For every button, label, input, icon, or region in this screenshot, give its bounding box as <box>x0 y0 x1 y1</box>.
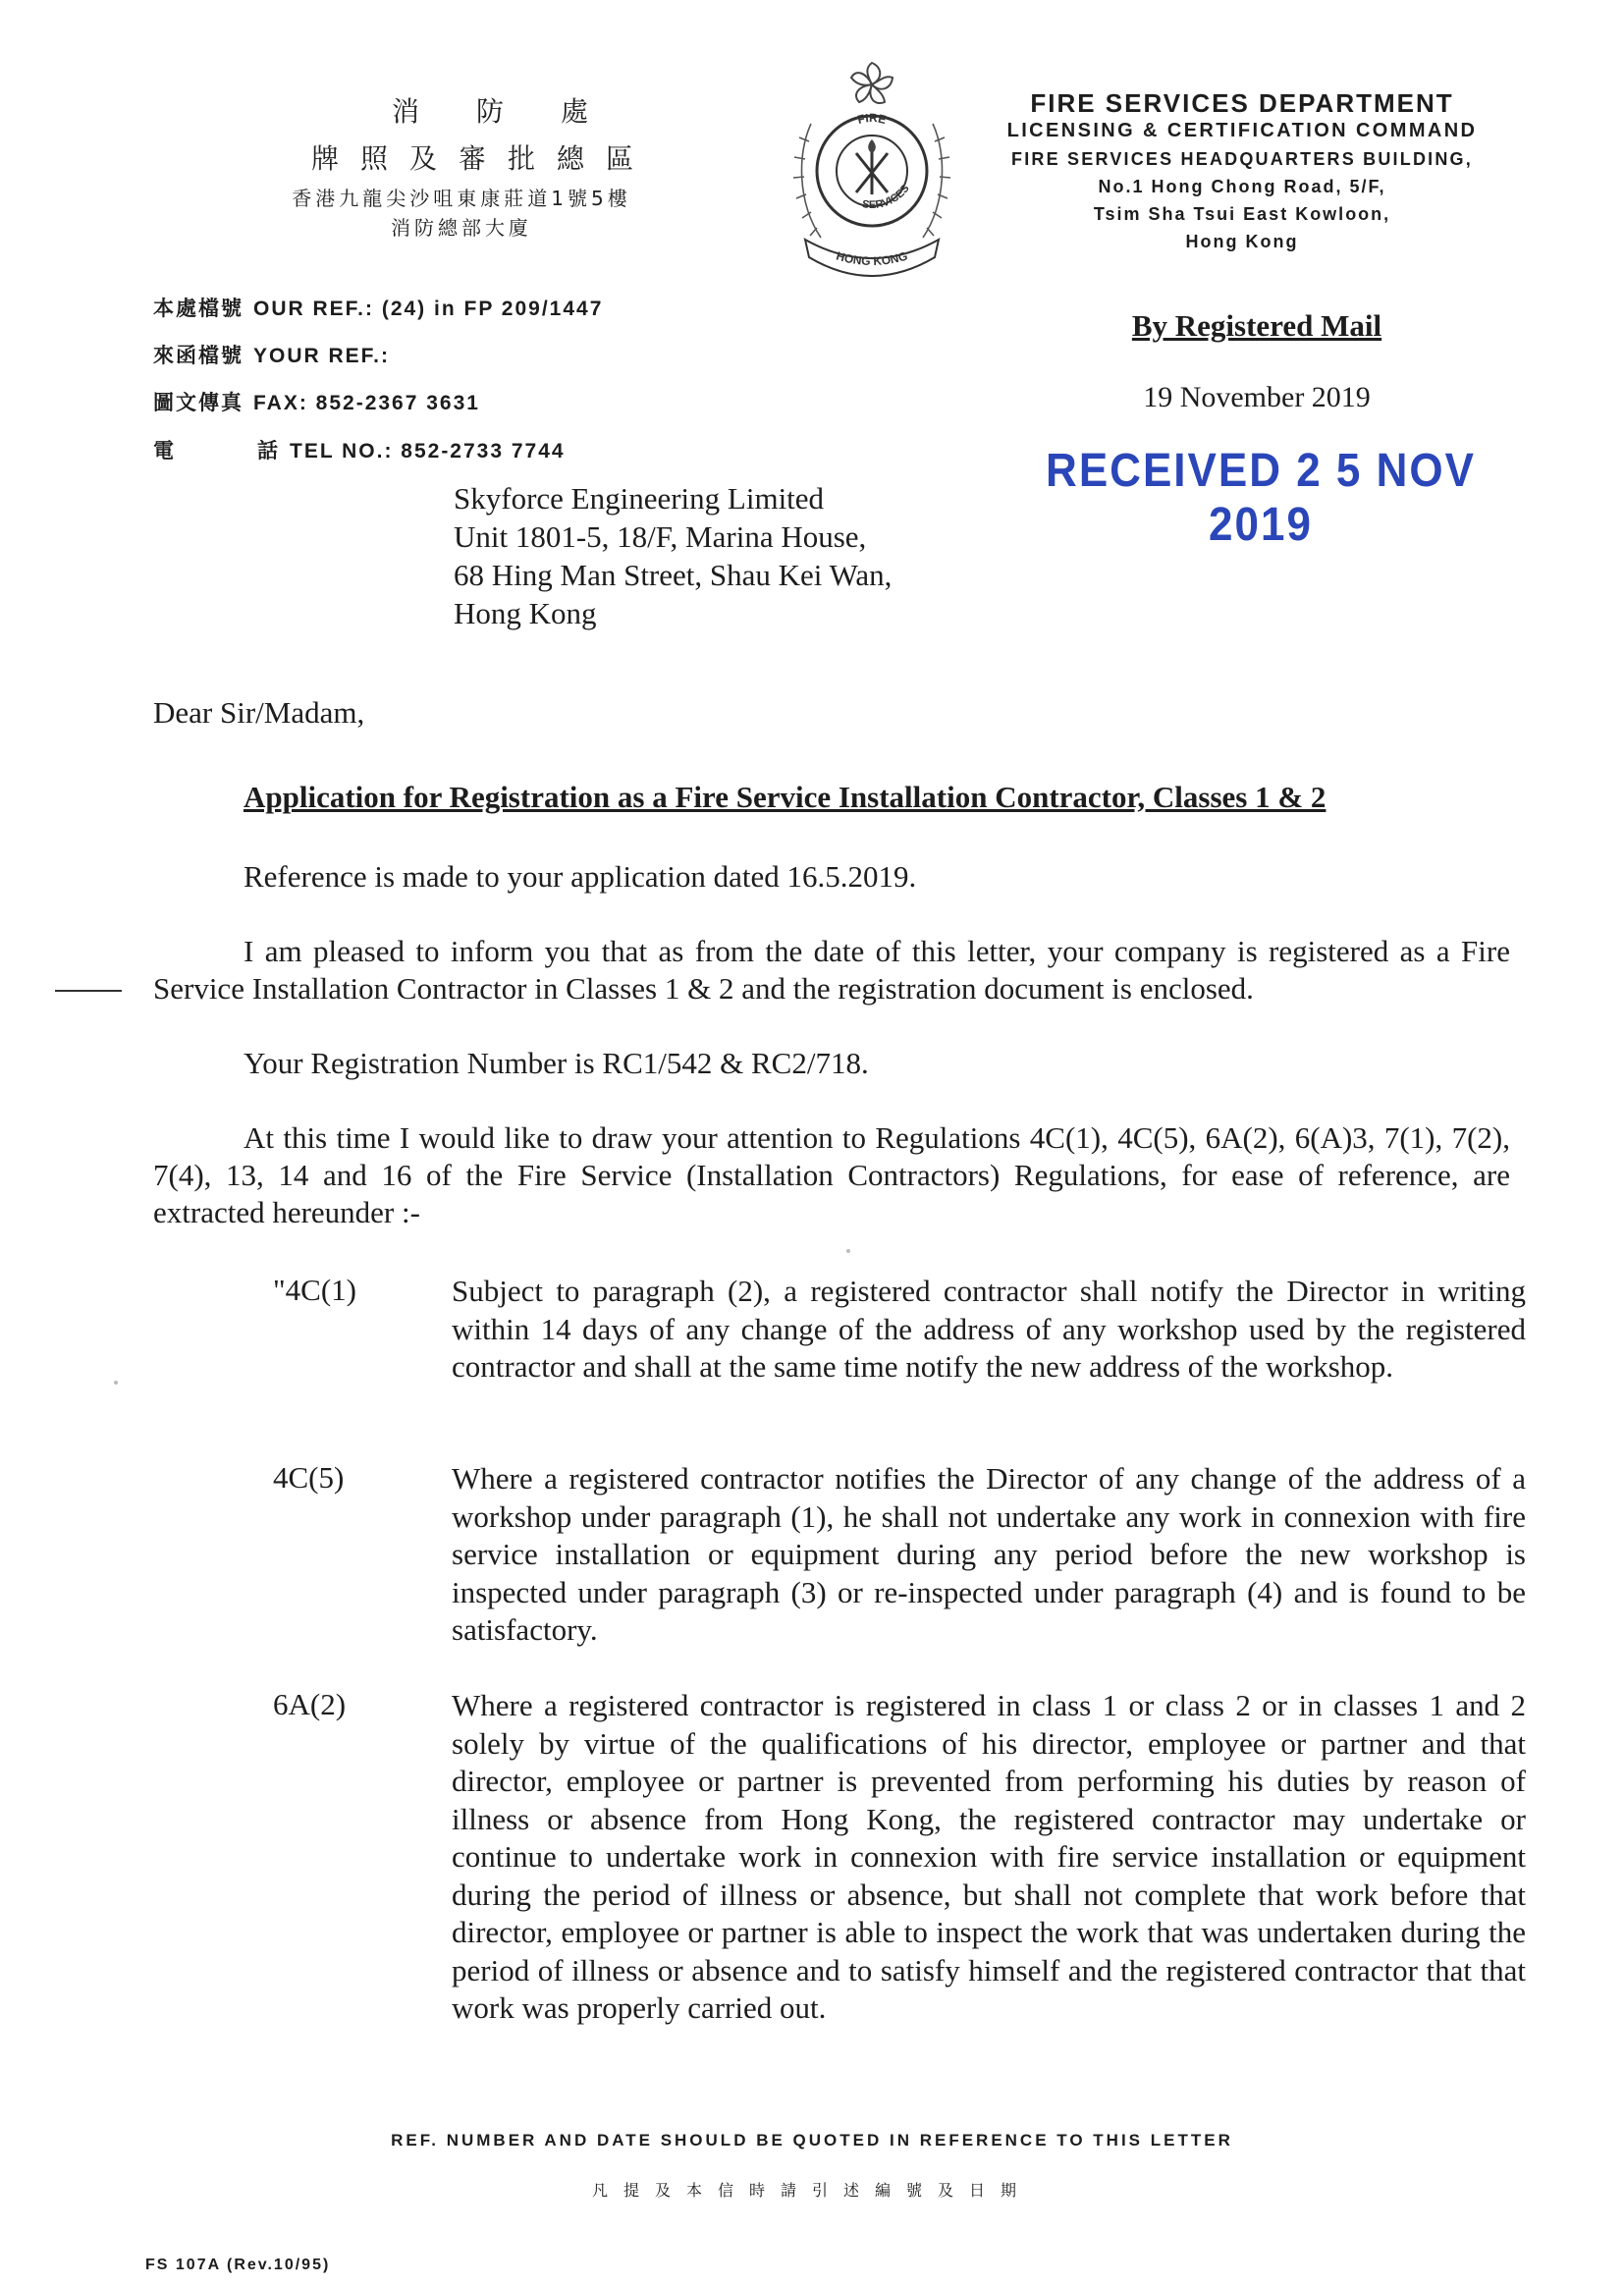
building-name-zh: 消防總部大廈 <box>391 216 532 240</box>
crest-top-text: FIRE <box>855 110 889 128</box>
bauhinia-icon <box>851 63 893 103</box>
tel-label-zh-2: 話 <box>257 439 280 463</box>
address-zh: 香港九龍尖沙咀東康莊道1號5樓 <box>292 187 631 210</box>
delivery-method: By Registered Mail <box>1131 308 1382 343</box>
address-city-en: Hong Kong <box>1185 232 1299 251</box>
footer-note-en: REF. NUMBER AND DATE SHOULD BE QUOTED IN REFERENCE TO THIS LETTER <box>391 2131 1233 2150</box>
department-name-en: FIRE SERVICES DEPARTMENT <box>1030 88 1454 118</box>
telephone-number <box>153 435 566 464</box>
department-name-zh: 消防處 <box>391 95 645 128</box>
margin-mark <box>55 990 122 992</box>
paragraph <box>153 1045 1510 1082</box>
crest-bottom-text: HONG KONG <box>835 248 909 269</box>
paragraph-text: Reference is made to your application dated 16.5.2019. <box>244 859 917 894</box>
svg-text:FIRE <box>856 111 888 127</box>
form-number: FS 107A (Rev.10/95) <box>145 2257 331 2273</box>
fax-label-zh: 圖文傳真 <box>153 391 244 414</box>
addressee-line: Skyforce Engineering Limited <box>454 481 825 516</box>
command-name-en: LICENSING & CERTIFICATION COMMAND <box>1006 120 1478 141</box>
regulation-text: Where a registered contractor notifies the Director of any change of the address of a workshop under paragraph (1), he shall not undertake any work in connexion with fire service installation or equipment during any period before the new workshop is inspected under paragraph (3) or re-inspected under paragraph (4) and is found to be satisfactory. <box>452 1461 1526 1647</box>
paragraph <box>153 858 1510 896</box>
paragraph-text: Your Registration Number is RC1/542 & RC2/718. <box>244 1046 869 1080</box>
salutation: Dear Sir/Madam, <box>153 695 365 730</box>
building-name-en: FIRE SERVICES HEADQUARTERS BUILDING, <box>1011 149 1473 169</box>
regulation-text: Where a registered contractor is registered in class 1 or class 2 or in classes 1 and 2 solely by virtue of the qualifications of his director, employee or partner and that director, employee or partner is prevented from performing his duties by reason of illness or absence from Hong Kong, the registered contractor may undertake or continue to undertake work in connexion with fire service installation or equipment during the period of illness or absence, but shall not complete that work before that director, employee or partner is able to inspect the work that was undertaken during the period of illness or absence and to satisfy himself and the registered contractor that that work was properly carried out. <box>452 1688 1526 2025</box>
regulation-number: 4C(5) <box>273 1460 345 1495</box>
our-ref-label-zh: 本處檔號 <box>153 297 244 320</box>
regulation-number: "4C(1) <box>273 1273 356 1307</box>
tel-label-zh-1: 電 <box>153 439 176 463</box>
svg-text:SERVICES <box>861 183 911 211</box>
address-district-en: Tsim Sha Tsui East Kowloon, <box>1093 204 1391 224</box>
received-stamp: RECEIVED 2 5 NOV 2019 <box>1046 444 1476 551</box>
paragraph-text: At this time I would like to draw your attention to Regulations 4C(1), 4C(5), 6A(2), 6(A)3, 7(1), 7(2), 7(4), 13, 14 and 16 of the Fire Service (Installation Contractors) Regulations, for ease of reference, are extracted hereunder :- <box>153 1120 1510 1229</box>
footer-note-zh: 凡提及本信時請引述編號及日期 <box>591 2181 1032 2200</box>
crest-middle-text: SERVICES <box>861 183 912 212</box>
addressee-line: 68 Hing Man Street, Shau Kei Wan, <box>454 558 893 592</box>
command-name-zh: 牌照及審批總區 <box>310 142 655 175</box>
tel-value: TEL NO.: 852-2733 7744 <box>290 440 566 463</box>
address-road-en: No.1 Hong Chong Road, 5/F, <box>1098 177 1386 196</box>
fire-services-crest-logo <box>791 55 952 277</box>
letter-date: 19 November 2019 <box>1143 381 1371 413</box>
addressee-line: Hong Kong <box>454 596 597 630</box>
your-reference <box>153 340 390 369</box>
paragraph-text: I am pleased to inform you that as from the date of this letter, your company is registered as a Fire Service Installation Contractor in Classes 1 & 2 and the registration document is enclosed. <box>153 934 1510 1006</box>
our-reference <box>153 293 603 322</box>
scan-speck <box>114 1381 118 1385</box>
regulation-text: Subject to paragraph (2), a registered contractor shall notify the Director in writing within 14 days of any change of the address of any workshop used by the registered contractor and shall at the same time notify the new address of the workshop. <box>452 1274 1526 1384</box>
paragraph <box>153 1119 1510 1231</box>
fax-value: FAX: 852-2367 3631 <box>253 392 480 414</box>
your-ref-value: YOUR REF.: <box>253 345 391 367</box>
paragraph <box>153 933 1510 1007</box>
subject-line: Application for Registration as a Fire Service Installation Contractor, Classes 1 & 2 <box>244 780 1326 814</box>
scan-speck <box>846 1249 850 1253</box>
fax-number <box>153 387 480 416</box>
regulation-number: 6A(2) <box>273 1687 347 1721</box>
addressee-block <box>454 479 892 632</box>
our-ref-value: OUR REF.: (24) in FP 209/1447 <box>253 298 604 320</box>
your-ref-label-zh: 來函檔號 <box>153 344 244 367</box>
addressee-line: Unit 1801-5, 18/F, Marina House, <box>454 519 867 554</box>
